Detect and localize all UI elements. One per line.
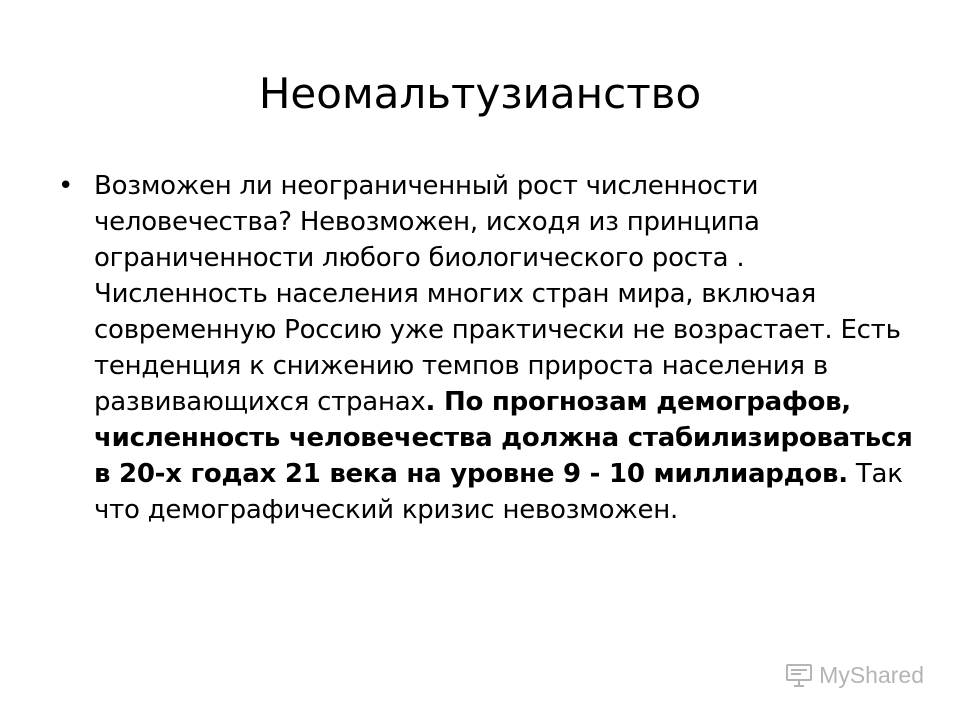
bullet-item: [58, 168, 918, 528]
bullet-text-regular: Возможен ли неограниченный рост численности человечества? Невозможен, исходя из принципа ограниченности любого биологического роста . Численность населения многих стран мира, включая современную Россию уже практически не возрастает. Есть тенденция к снижению темпов прироста населения в развивающихся странах: [94, 171, 901, 417]
myshared-watermark: [785, 660, 924, 690]
bullet-list: [58, 168, 918, 528]
bullet-text-bold: . По прогнозам демографов, численность человечества должна стабилизироваться в 20-х годах 21 века на уровне 9 - 10 миллиардов.: [94, 387, 913, 489]
slide-title: Неомальтузианство: [258, 69, 702, 118]
bullet-text: [94, 168, 918, 528]
watermark-text: MyShared: [819, 661, 924, 688]
bullet-icon: •: [58, 171, 74, 201]
bullet-text-ending: Так что демографический кризис невозможен.: [94, 459, 903, 525]
presentation-board-icon: [785, 662, 813, 688]
